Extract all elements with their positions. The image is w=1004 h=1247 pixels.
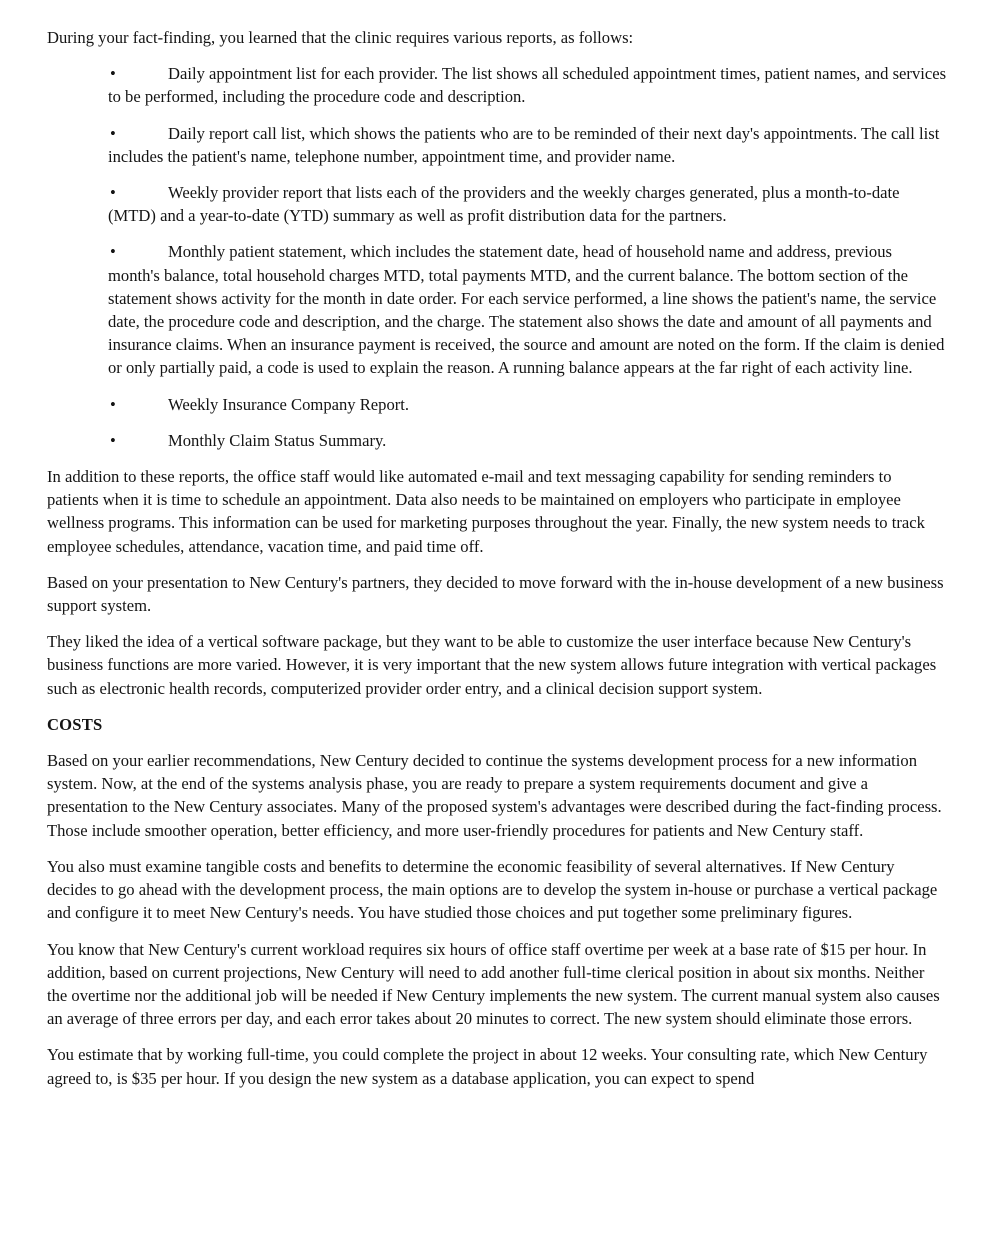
report-text: Daily appointment list for each provider. The list shows all scheduled appointment times, patient names, and services to be performed, including the procedure code and description. [108,64,947,107]
paragraph-current-workload: You know that New Century's current workload requires six hours of office staff overtime per week at a base rate of $15 per hour. In addition, based on current projections, New Century will need to add another full-time clerical position in about six months. Neither the overtime nor the additional job will be needed if New Century implements the new system. The current manual system also causes an average of three errors per day, and each error takes about 20 minutes to correct. The new system should eliminate those errors. [47,939,940,1029]
report-item-weekly-insurance-report [47,393,947,416]
paragraph-vertical-package: They liked the idea of a vertical software package, but they want to be able to customize the user interface because New Century's business functions are more varied. However, it is very important that the new system allows future integration with vertical packages such as electronic health records, computerized provider order entry, and a clinical decision support system. [47,632,937,698]
section-heading-costs: COSTS [47,714,103,734]
report-text: Weekly Insurance Company Report. [168,394,410,414]
bullet: • [110,242,116,262]
report-item-monthly-claim-status [47,429,947,452]
report-item-monthly-patient-statement [47,240,947,379]
report-text: Daily report call list, which shows the patients who are to be reminded of their next day's appointments. The call list includes the patient's name, telephone number, appointment time, and provider name. [108,123,940,166]
bullet: • [110,123,116,143]
intro-paragraph: During your fact-finding, you learned that the clinic requires various reports, as follows: [47,28,634,47]
document-page [47,26,947,1103]
bullet: • [110,430,116,450]
report-item-daily-call-list [47,122,947,168]
paragraph-presentation-decision: Based on your presentation to New Century's partners, they decided to move forward with the in-house development of a new business support system. [47,572,944,616]
paragraph-tangible-costs: You also must examine tangible costs and benefits to determine the economic feasibility of several alternatives. If New Century decides to go ahead with the development process, the main options are to develop the system in-house or purchase a vertical package and configure it to meet New Century's needs. You have studied those choices and put together some preliminary figures. [47,856,938,923]
paragraph-earlier-recommendations: Based on your earlier recommendations, New Century decided to continue the systems development process for a new information system. Now, at the end of the systems analysis phase, you are ready to prepare a system requirements document and give a presentation to the New Century associates. Many of the proposed system's advantages were described during the fact-finding process. Those include smoother operation, better efficiency, and more user-friendly procedures for patients and New Century staff. [47,751,942,840]
bullet: • [110,64,116,84]
report-text: Monthly patient statement, which includes the statement date, head of household name and address, previous month's balance, total household charges MTD, total payments MTD, and the current balance. The bottom section of the statement shows activity for the month in date order. For each service performed, a line shows the patient's name, the service date, the procedure code and description, and the charge. The statement also shows the date and amount of all payments and insurance claims. When an insurance payment is received, the source and amount are noted on the form. If the claim is denied or only partially paid, a code is used to explain the reason. A running balance appears at the far right of each activity line. [108,242,945,378]
bullet: • [110,183,116,203]
report-item-weekly-provider-report [47,181,947,227]
paragraph-office-staff-requests: In addition to these reports, the office staff would like automated e-mail and text messaging capability for sending reminders to patients when it is time to schedule an appointment. Data also needs to be maintained on employers who participate in employee wellness programs. This information can be used for marketing purposes throughout the year. Finally, the new system needs to track employee schedules, attendance, vacation time, and paid time off. [47,467,925,556]
report-item-daily-appointment-list [47,62,947,108]
report-text: Monthly Claim Status Summary. [168,430,387,450]
paragraph-project-estimate: You estimate that by working full-time, you could complete the project in about 12 weeks. Your consulting rate, which New Century agreed to, is $35 per hour. If you design the new system as a database application, you can expect to spend [47,1045,928,1088]
report-text: Weekly provider report that lists each of the providers and the weekly charges generated, plus a month-to-date (MTD) and a year-to-date (YTD) summary as well as profit distribution data for the partners. [108,183,900,226]
reports-list [47,62,947,452]
bullet: • [110,394,116,414]
